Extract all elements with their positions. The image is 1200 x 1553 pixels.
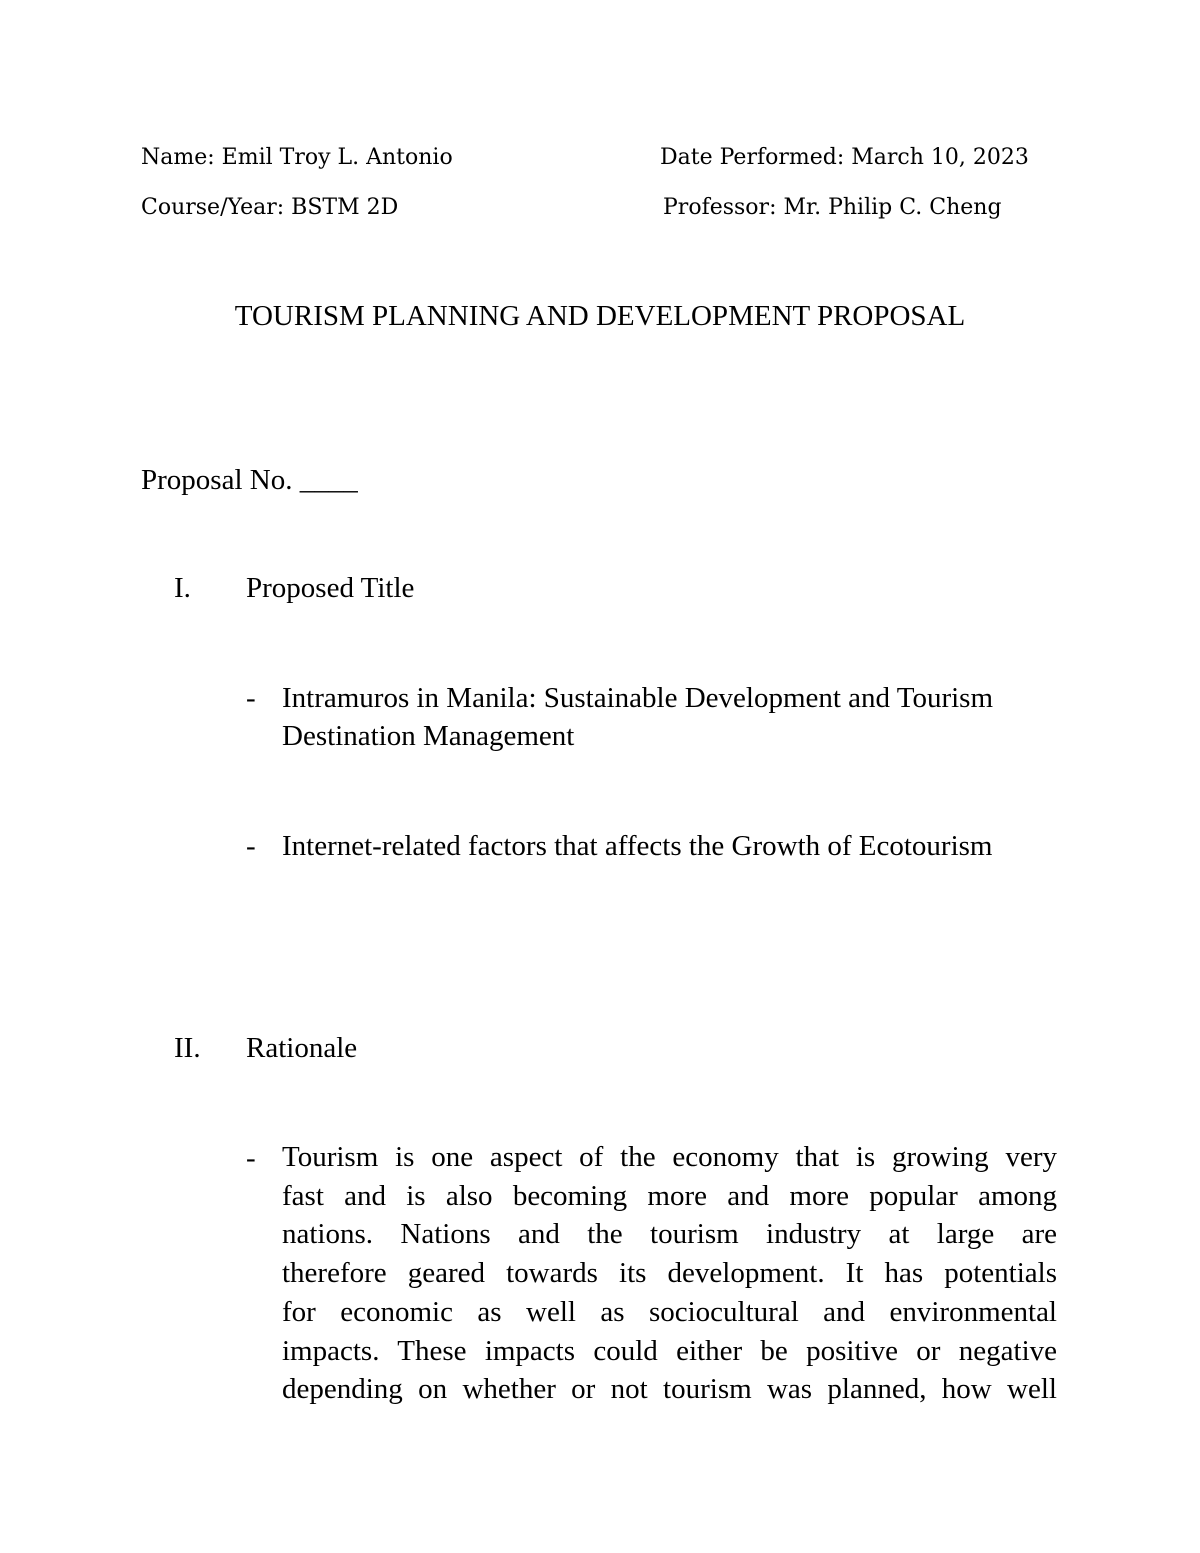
course-year: Course/Year: BSTM 2D [141,195,399,220]
section-heading: Rationale [246,1032,358,1064]
list-bullet: - [246,830,256,862]
rationale-line: depending on whether or not tourism was planned, how well [282,1373,1057,1406]
rationale-paragraph [282,1138,1057,1409]
proposed-title-line: Destination Management [282,720,575,752]
section-heading: Proposed Title [246,572,415,604]
rationale-line: therefore geared towards its development. It has potentials [282,1257,1057,1290]
proposed-title-line: Intramuros in Manila: Sustainable Development and Tourism [282,682,994,714]
rationale-line: fast and is also becoming more and more popular among [282,1179,1057,1212]
document-title: TOURISM PLANNING AND DEVELOPMENT PROPOSAL [234,300,966,332]
rationale-line: for economic as well as sociocultural and environmental [282,1295,1057,1328]
rationale-line: nations. Nations and the tourism industry at large are [282,1218,1057,1251]
proposed-title-line: Internet-related factors that affects the Growth of Ecotourism [282,830,993,862]
date-performed: Date Performed: March 10, 2023 [660,145,1029,170]
rationale-line: impacts. These impacts could either be positive or negative [282,1334,1057,1367]
section-numeral: II. [174,1032,201,1064]
professor: Professor: Mr. Philip C. Cheng [663,195,1002,220]
student-name: Name: Emil Troy L. Antonio [141,145,453,170]
list-bullet: - [246,1142,256,1174]
rationale-line: Tourism is one aspect of the economy that is growing very [282,1141,1057,1173]
section-numeral: I. [174,572,191,604]
proposal-number: Proposal No. ____ [141,464,358,496]
list-bullet: - [246,682,256,714]
